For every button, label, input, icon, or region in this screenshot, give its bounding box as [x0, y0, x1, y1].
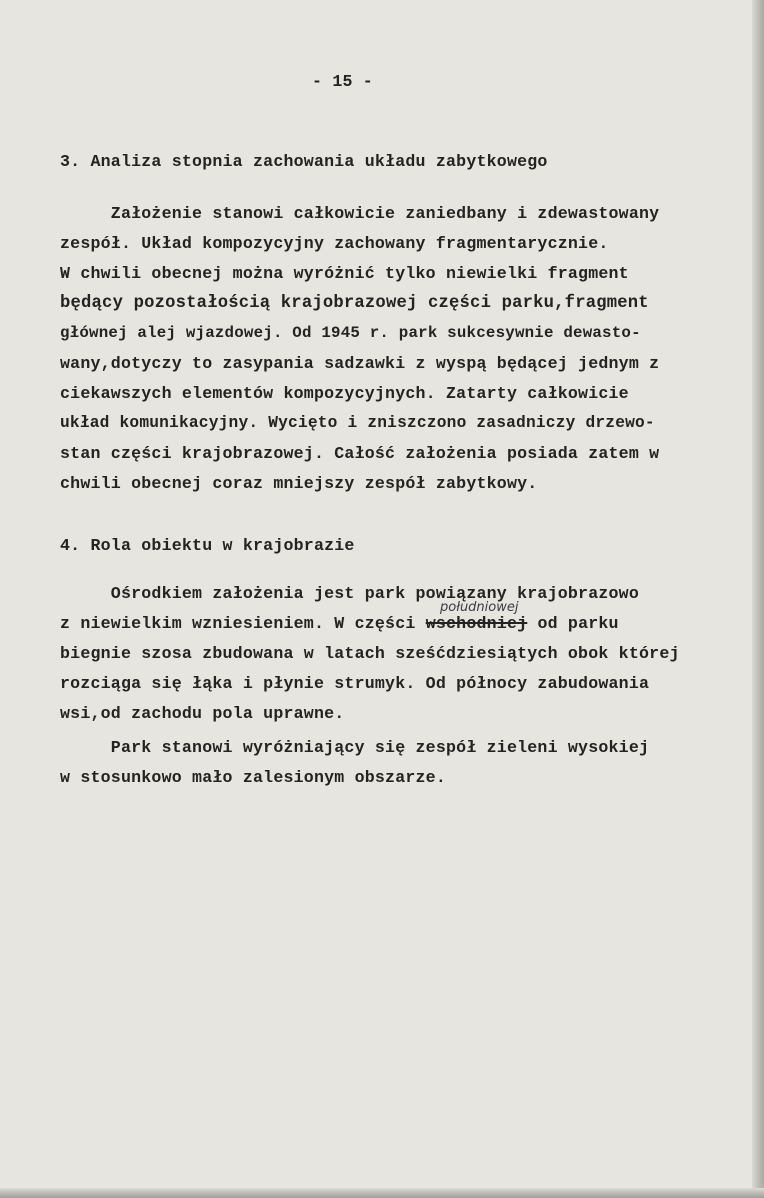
- section-4-line: Ośrodkiem założenia jest park powiązany krajobrazowo: [60, 584, 639, 603]
- page-edge-bottom: [0, 1188, 764, 1198]
- section-3-line: Założenie stanowi całkowicie zaniedbany i zdewastowany: [60, 204, 660, 223]
- section-4-paragraph-2-line: w stosunkowo mało zalesionym obszarze.: [60, 768, 446, 787]
- section-4-line: wsi,od zachodu pola uprawne.: [60, 704, 345, 723]
- section-3-line: układ komunikacyjny. Wycięto i zniszczono zasadniczy drzewo-: [60, 414, 655, 432]
- line-text-after: od parku: [527, 614, 619, 633]
- section-4-line: biegnie szosa zbudowana w latach sześćdziesiątych obok której: [60, 644, 680, 663]
- section-3-line: wany,dotyczy to zasypania sadzawki z wyspą będącej jednym z: [60, 354, 660, 373]
- section-3-line: głównej alej wjazdowej. Od 1945 r. park sukcesywnie dewasto-: [60, 324, 641, 342]
- handwritten-correction: południowej: [440, 600, 519, 615]
- section-4-paragraph-2-line: Park stanowi wyróżniający się zespół zieleni wysokiej: [60, 738, 650, 757]
- page-number: - 15 -: [312, 72, 373, 91]
- section-3-heading: 3. Analiza stopnia zachowania układu zabytkowego: [60, 152, 548, 171]
- struck-word: wschodniej: [425, 614, 528, 633]
- section-4-line-corrected: [60, 614, 619, 633]
- section-3-line: chwili obecnej coraz mniejszy zespół zabytkowy.: [60, 474, 538, 493]
- section-4-heading: 4. Rola obiektu w krajobrazie: [60, 536, 355, 555]
- section-3-line: będący pozostałością krajobrazowej części parku,fragment: [60, 294, 649, 313]
- section-3-line: stan części krajobrazowej. Całość założenia posiada zatem w: [60, 444, 660, 463]
- section-3-line: zespół. Układ kompozycyjny zachowany fragmentarycznie.: [60, 234, 609, 253]
- line-text-before: z niewielkim wzniesieniem. W części: [60, 614, 426, 633]
- section-3-line: ciekawszych elementów kompozycyjnych. Zatarty całkowicie: [60, 384, 629, 403]
- section-4-line: rozciąga się łąka i płynie strumyk. Od północy zabudowania: [60, 674, 650, 693]
- section-3-line: W chwili obecnej można wyróżnić tylko niewielki fragment: [60, 264, 629, 283]
- page-edge-right: [752, 0, 764, 1198]
